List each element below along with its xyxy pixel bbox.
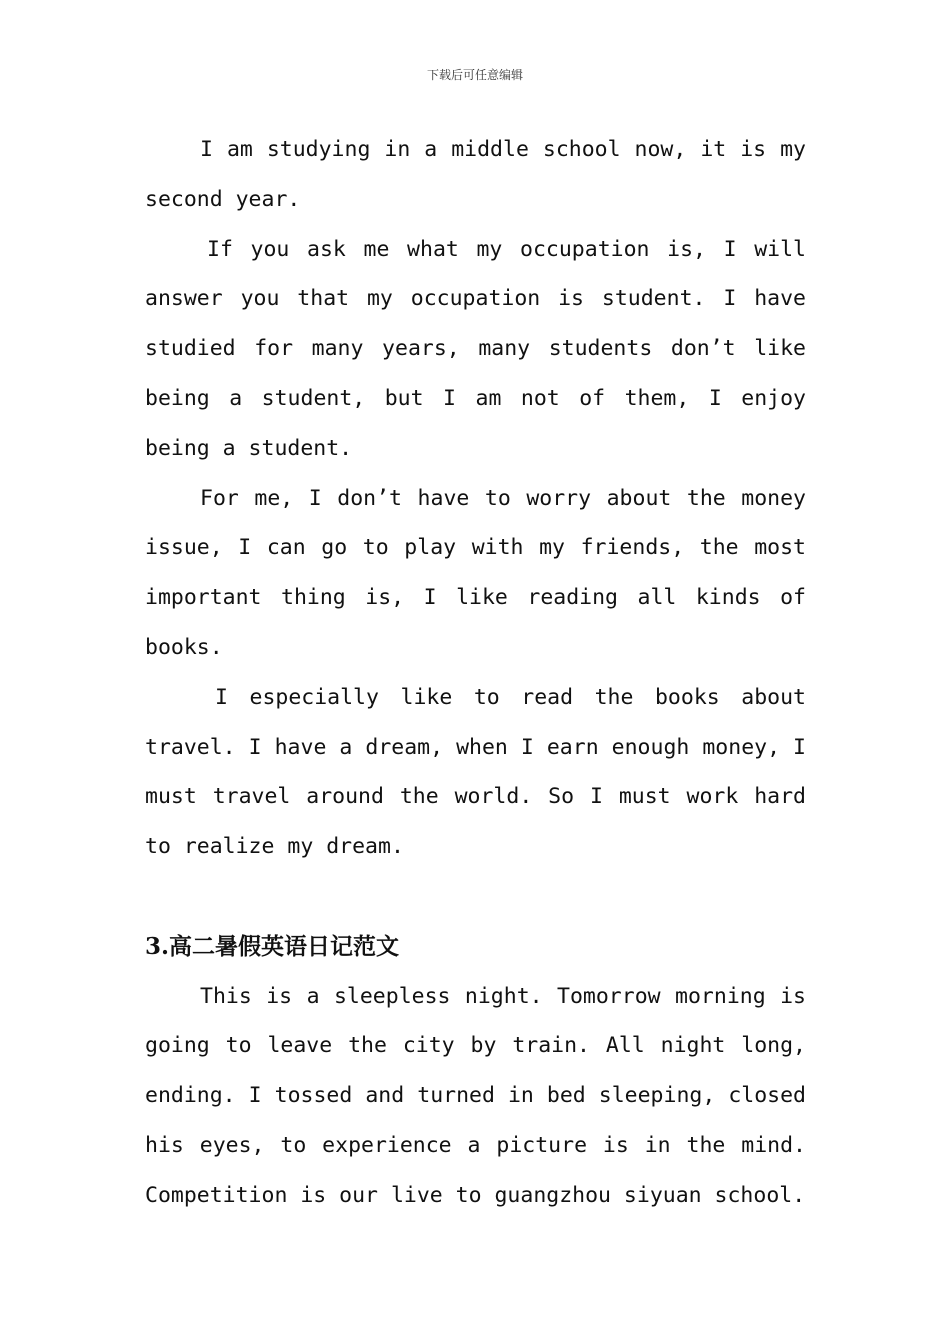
- paragraph-1: I am studying in a middle school now, it is my second year.: [145, 137, 806, 212]
- document-body: [145, 125, 806, 1221]
- section-3-paragraph-1: This is a sleepless night. Tomorrow morning is going to leave the city by train. All night long, ending. I tossed and turned in bed sleeping, closed his eyes, to experience a picture is in the mind. Competition is our live to guangzhou siyuan school.: [145, 983, 806, 1208]
- paragraph-2: If you ask me what my occupation is, I will answer you that my occupation is student. I have studied for many years, many students don’t like being a student, but I am not of them, I enjoy being a student.: [145, 236, 806, 461]
- paragraph-4: I especially like to read the books about travel. I have a dream, when I earn enough money, I must travel around the world. So I must work hard to realize my dream.: [145, 684, 806, 860]
- paragraph-3: For me, I don’t have to worry about the money issue, I can go to play with my friends, the most important thing is, I like reading all kinds of books.: [145, 485, 806, 660]
- page-header-note: 下载后可任意编辑: [426, 68, 523, 82]
- section-3-heading: 3.高二暑假英语日记范文: [145, 932, 400, 960]
